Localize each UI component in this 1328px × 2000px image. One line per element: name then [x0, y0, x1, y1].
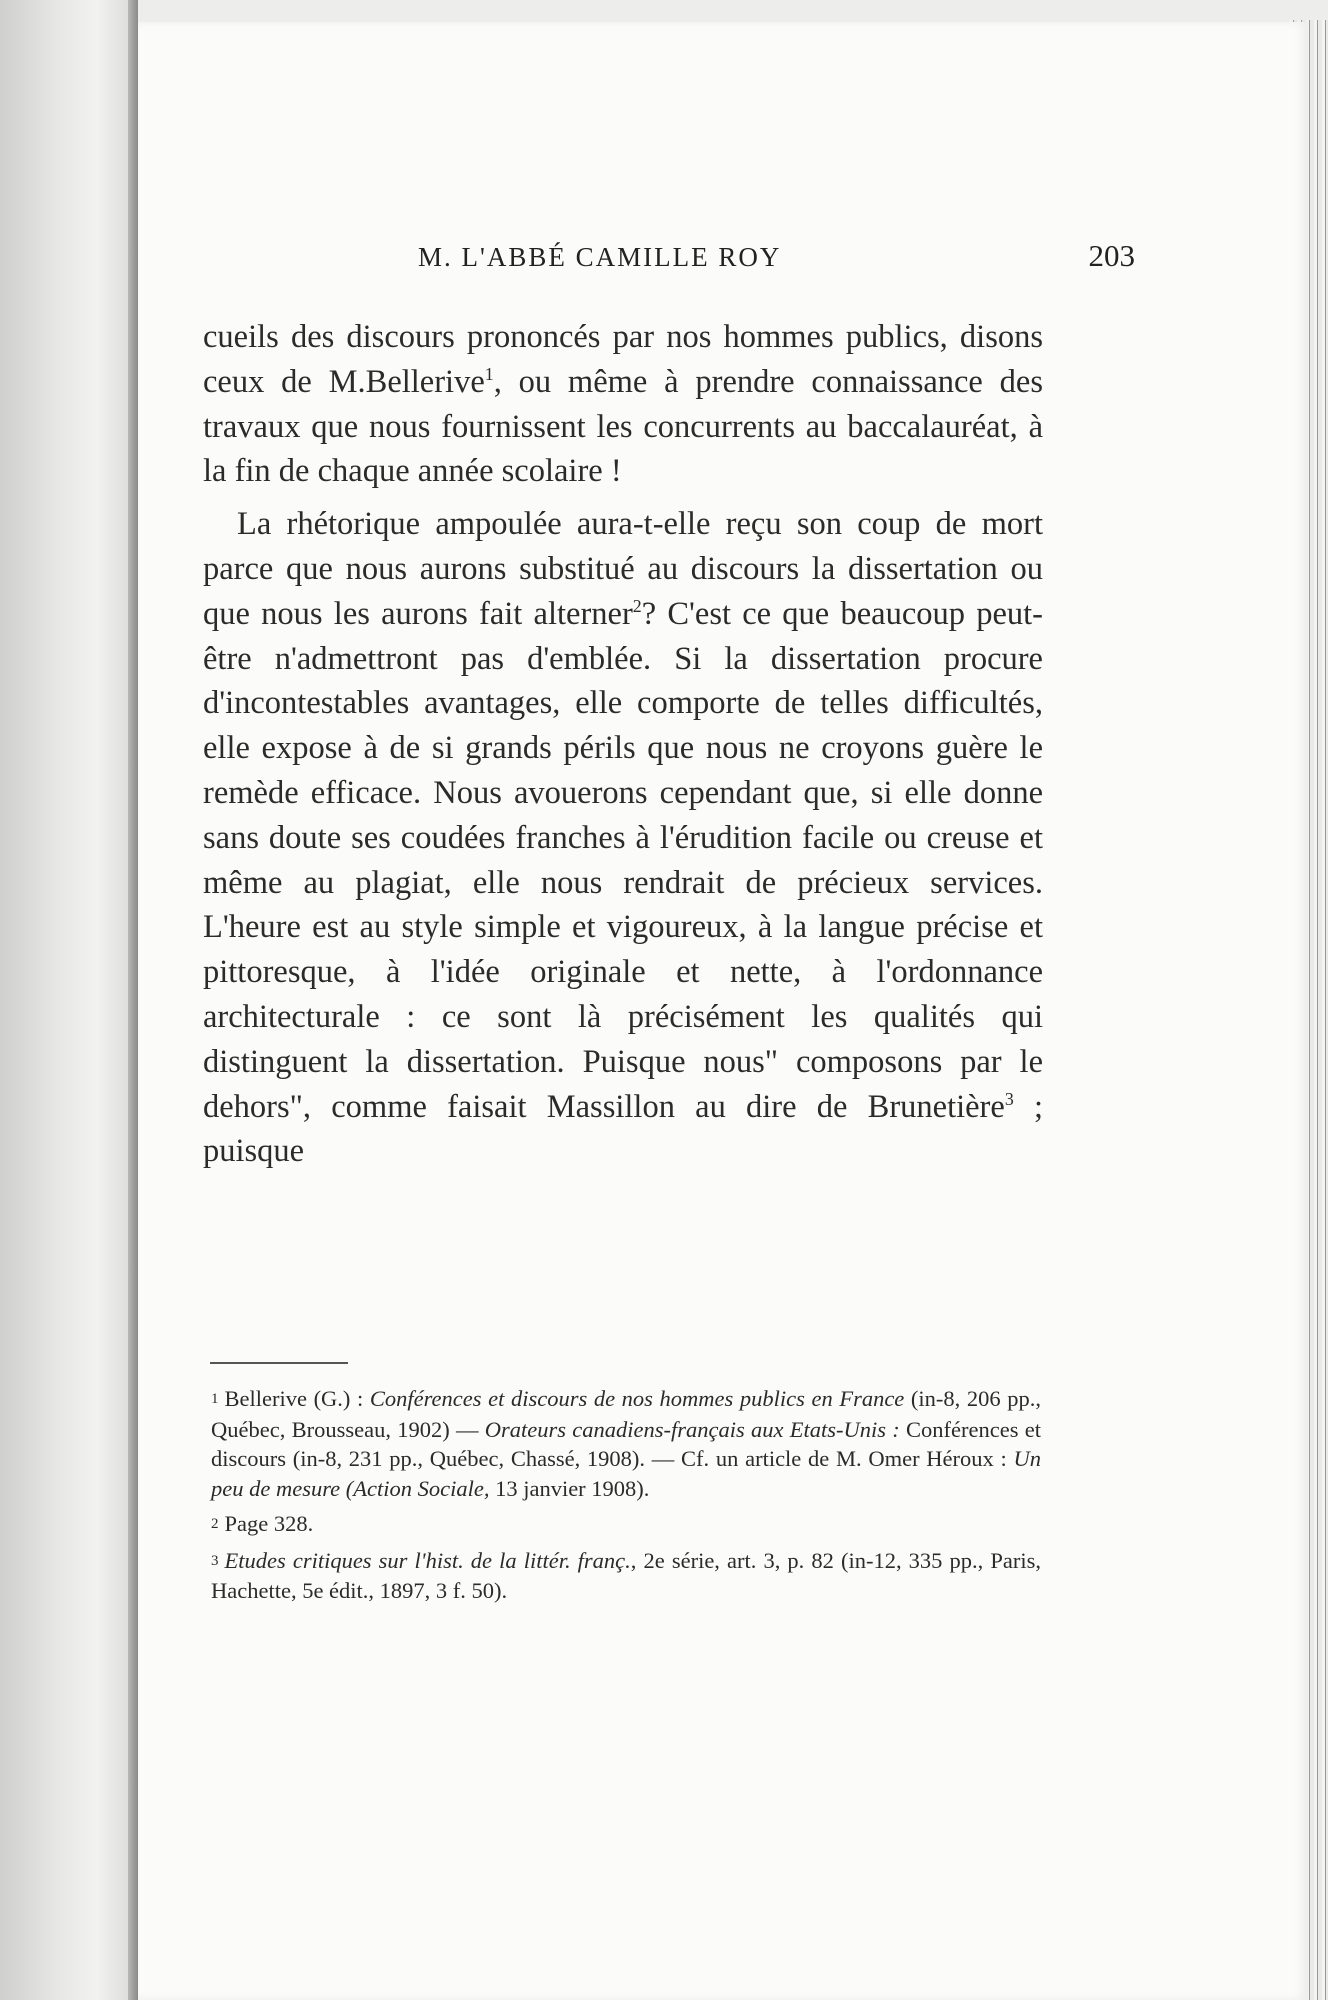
footnote-number: 2 [211, 1516, 219, 1532]
footnote-number: 3 [211, 1552, 219, 1569]
book-page [138, 22, 1308, 2000]
footnotes [211, 1384, 1041, 1612]
running-head [138, 238, 1308, 282]
book-gutter [0, 0, 138, 2000]
paragraph: cueils des discours prononcés par nos hommes publics, disons ceux de M.Bellerive$^1$, ou même à prendre connaissance des travaux que nous fournissent les concurrents au baccalauréat, à la fin de chaque année scolaire ! [203, 319, 1043, 490]
footnote-ref: 1 [484, 363, 494, 384]
footnote: 2 Page 328. [211, 1511, 314, 1536]
page-number: 203 [1088, 238, 1135, 273]
footnote: 3 Etudes critiques sur l'hist. de la littér. franç., 2e série, art. 3, p. 82 (in-12, 335 pp., Paris, Hachette, 5e édit., 1897, 3 f. 50). [211, 1547, 1041, 1603]
paragraph: La rhétorique ampoulée aura-t-elle reçu son coup de mort parce que nous aurons substitué au discours la dissertation ou que nous les aurons fait alterner$^2$? C'est ce que beaucoup peut-être n'admettront pas d'emblée. Si la dissertation procure d'incontestables avantages, elle comporte de telles difficultés, elle expose à de si grands périls que nous ne croyons guère le remède efficace. Nous avouerons cependant que, si elle donne sans doute ses coudées franches à l'érudition facile ou creuse et même au plagiat, elle nous rendrait de précieux services. L'heure est au style simple et vigoureux, à la langue précise et pittoresque, à l'idée originale et nette, à l'ordonnance architecturale : ce sont là précisément les qualités qui distinguent la dissertation. Puisque nous" composons par le dehors", comme faisait Massillon au dire de Brunetière$^3$ ; puisque [203, 506, 1043, 1170]
footnote-ref: 3 [1004, 1088, 1014, 1109]
footnote-divider [210, 1362, 348, 1364]
footnote-number: 1 [211, 1391, 219, 1407]
footnote: 1 Bellerive (G.) : Conférences et discours de nos hommes publics en France (in-8, 206 pp., Québec, Brousseau, 1902) — Orateurs canadiens-français aux Etats-Unis : Conférences et discours (in-8, 231 pp., Québec, Chassé, 1908). — Cf. un article de M. Omer Héroux : Un peu de mesure (Action Sociale, 13 janvier 1908). [211, 1386, 1041, 1501]
body-text [203, 315, 1043, 1174]
footnote-ref: 2 [632, 595, 642, 616]
running-head-title: M. L'ABBÉ CAMILLE ROY [418, 242, 782, 272]
